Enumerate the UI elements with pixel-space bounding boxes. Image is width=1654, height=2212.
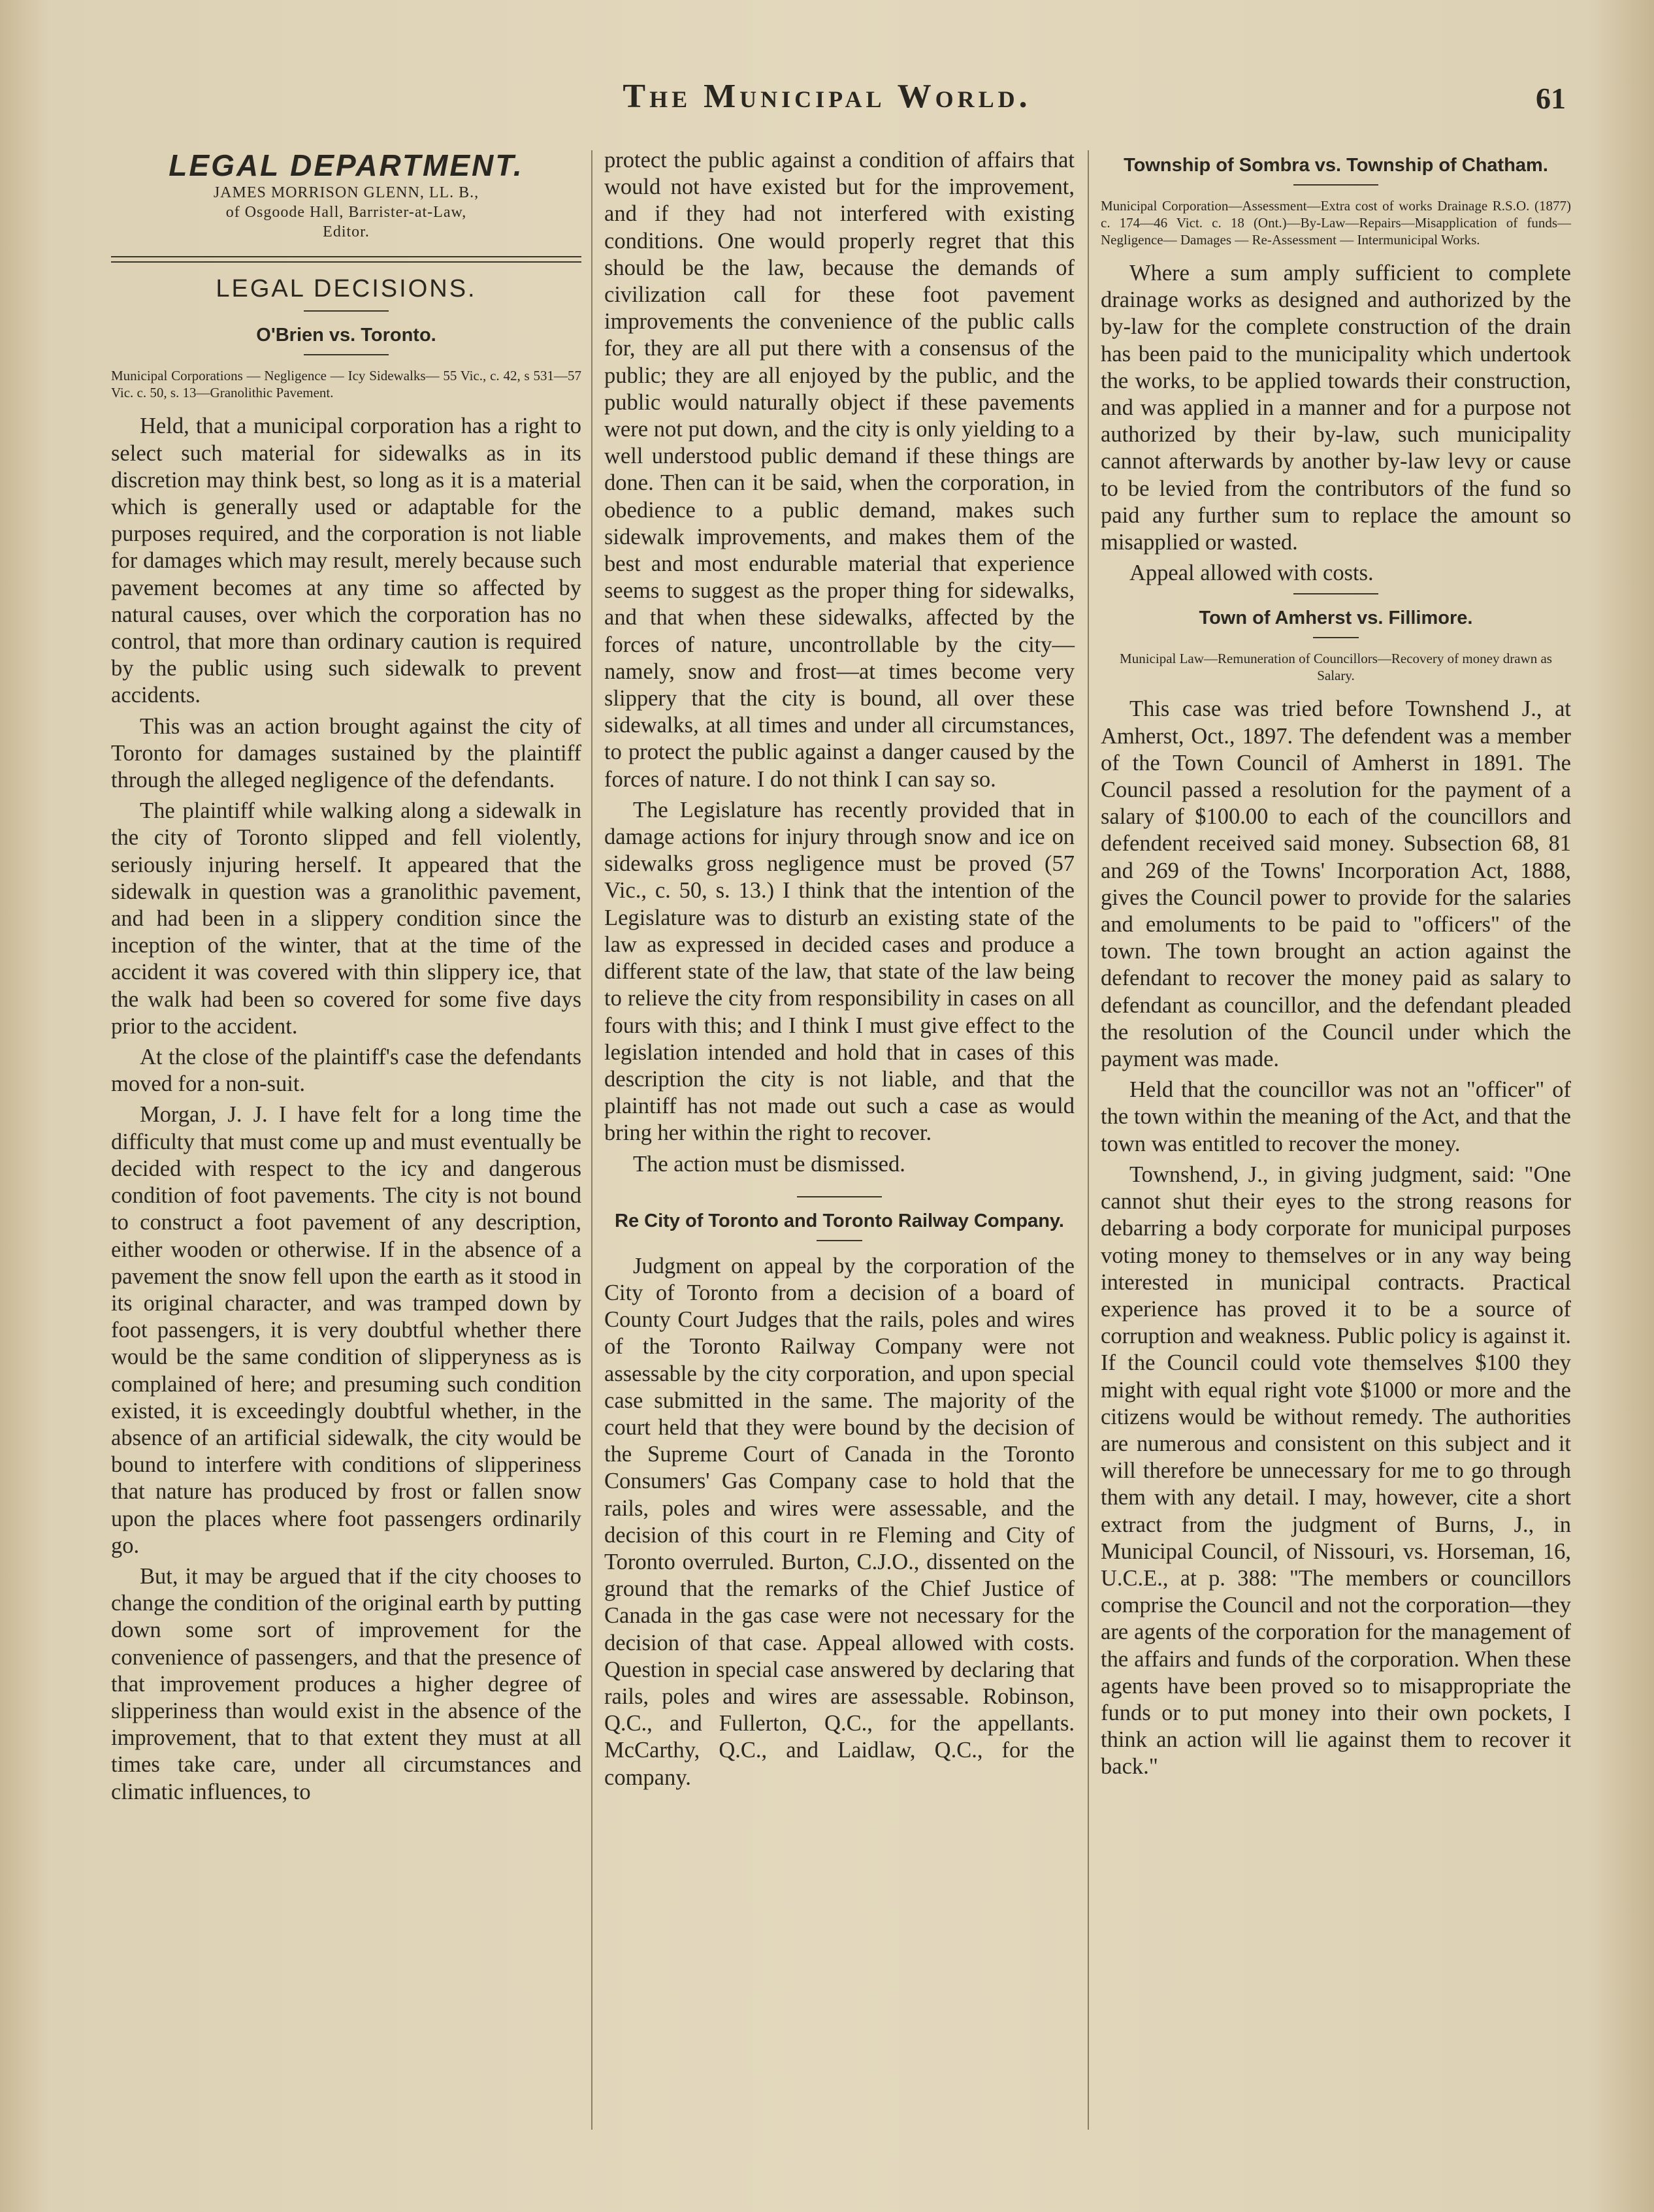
short-rule [304,354,389,355]
case-headnote-amherst: Municipal Law—Remuneration of Councillors—Recovery of money drawn as Salary. [1120,651,1552,684]
editor-role: Editor. [323,223,370,241]
paragraph: Where a sum amply sufficient to complete drainage works as designed and authorized by the by-law for the complete construction of the drain has been paid to the municipality which undertook the works, to be applied towards their construction, and was applied in a manner and for a purpose not authorized by their by-law, such municipality cannot afterwards by another by-law levy or cause to be levied from the contributors of the fund so paid any further sum to replace the amount so misapplied or wasted. [1101,261,1571,555]
paragraph: Appeal allowed with costs. [1129,561,1374,586]
paragraph: At the close of the plaintiff's case the defendants moved for a non-suit. [111,1045,581,1097]
paragraph: Held that the councillor was not an "officer" of the town within the meaning of the Act, and that the town was entitled to recover the money. [1101,1077,1571,1156]
paragraph: Judgment on appeal by the corporation of the City of Toronto from a decision of a board of County Court Judges that the rails, poles and wires of the Toronto Railway Company were not assessable by the city corporation, and upon special case submitted in the same. The majority of the court held that they were bound by the decision of the Supreme Court of Canada in the Toronto Consumers' Gas Company case to hold that the rails, poles and wires were assessable, and the decision of this court in re Fleming and City of Toronto overruled. Burton, C.J.O., dissented on the ground that the remarks of the Chief Justice of Canada in the gas case were not necessary for the decision of that case. Appeal allowed with costs. Question in special case answered by declaring that rails, poles and wires are assessable. Robinson, Q.C., and Fullerton, Q.C., for the appellants. McCarthy, Q.C., and Laidlaw, Q.C., for the company. [604,1253,1075,1790]
column-2 [604,147,1075,1795]
case-headnote-obrien: Municipal Corporations — Negligence — Icy Sidewalks— 55 Vic., c. 42, s 531—57 Vic. c. 50, s. 13—Granolithic Pavement. [111,368,581,401]
paragraph: But, it may be argued that if the city chooses to change the condition of the original earth by putting down some sort of improvement for the convenience of passengers, and that the presence of that improvement produces a higher degree of slipperiness than would exist in the absence of the improvement, that to that extent they must at all times take care, under all circumstances and climatic influences, to [111,1563,581,1804]
editor-name: JAMES MORRISON GLENN, LL. B., [213,184,479,202]
case-title-toronto-railway: Re City of Toronto and Toronto Railway Company. [615,1210,1064,1231]
case-title-amherst: Town of Amherst vs. Fillimore. [1199,608,1473,629]
paragraph: This case was tried before Townshend J., at Amherst, Oct., 1897. The defendent was a member of the Town Council of Amherst in 1891. The Council passed a resolution for the payment of a salary of $100.00 to each of the councillors and defendent received said money. Subsection 68, 81 and 269 of the Towns' Incorporation Act, 1888, gives the Council power to provide for the salaries and emoluments to be paid to "officers" of the town. The town brought an action against the defendant to recover the money paid as salary to defendant as councillor, and the defendant pleaded the resolution of the Council under which the payment was made. [1101,696,1571,1072]
section-title: LEGAL DECISIONS. [216,275,477,303]
paragraph: The action must be dismissed. [633,1151,905,1177]
paragraph: Townshend, J., in giving judgment, said: "One cannot shut their eyes to the strong reasons for debarring a body corporate for municipal purposes voting money to themselves or in any way being interested in municipal contracts. Practical experience has proved it to be a source of corruption and weakness. Public policy is against it. If the Council could vote themselves $100 they might with equal right vote $1000 or more and the citizens would be without remedy. The authorities are numerous and consistent on this subject and it will therefore be unnecessary for me to go through them with any detail. I may, however, cite a short extract from the judgment of Burns, J., in Municipal Council, of Nissouri, vs. Horseman, 16, U.C.E., at p. 388: "The members or councillors comprise the Council and not the corporation—they are agents of the corporation for the management of the affairs and funds of the corporation. When these agents have been proved so to misappropriate the funds or to put money into their own pockets, I think an action will lie against them to recover it back." [1101,1162,1571,1780]
double-rule [111,256,581,263]
paragraph: The Legislature has recently provided that in damage actions for injury through snow and ice on sidewalks gross negligence must be proved (57 Vic., c. 50, s. 13.) I think that the intention of the Legislature was to disturb an existing state of the law as expressed in decided cases and produce a different state of the law, that state of the law being to relieve the city from responsibility in cases on all fours with this; and I think I must give effect to the legislation intended and hold that in cases of this description the city is not liable, and that the plaintiff has not made out such a case as would bring her within the right to recover. [604,797,1075,1146]
column-divider [591,150,592,2130]
page-header [0,77,1654,129]
editor-affiliation: of Osgoode Hall, Barrister-at-Law, [225,204,467,221]
short-rule [1293,593,1378,594]
paragraph: The plaintiff while walking along a sidewalk in the city of Toronto slipped and fell violently, seriously injuring herself. It appeared that the sidewalk in question was a granolithic pavement, and had been in a slippery condition since the inception of the winter, that at the time of the accident it was covered with thin slippery ice, that the walk had been so covered for some five days prior to the accident. [111,798,581,1039]
short-rule [1293,184,1378,186]
case-title-obrien: O'Brien vs. Toronto. [256,325,436,346]
case-title-sombra: Township of Sombra vs. Township of Chatham. [1124,155,1548,176]
paragraph: Morgan, J. J. I have felt for a long time the difficulty that must come up and must eventually be decided with respect to the icy and dangerous condition of foot pavements. The city is not bound to construct a foot pavement of any description, either wooden or otherwise. If in the absence of a pavement the snow fell upon the earth as it stood in its original character, and was tramped down by foot passengers, it is very doubtful whether there would be the same condition of slipperyness as is complained of here; and presuming such condition existed, it is exceedingly doubtful whether, in the absence of an artificial sidewalk, the city would be bound to interfere with conditions of slipperiness that nature has produced by frost or fallen snow upon the places where foot passengers ordinarily go. [111,1102,581,1558]
paragraph: Held, that a municipal corporation has a right to select such material for sidewalks as in its discretion may think best, so long as it is a material which is generally used or adaptable for the purposes required, and the corporation is not liable for damages which may result, merely because such pavement becomes at any time so affected by natural causes, over which the corporation has no control, that more than ordinary caution is required by the public using such sidewalk to prevent accidents. [111,414,581,708]
masthead: The Municipal World. [623,78,1031,115]
short-rule [1313,637,1359,638]
paragraph: This was an action brought against the city of Toronto for damages sustained by the plaintiff through the alleged negligence of the defendants. [111,713,581,793]
page-number: 61 [1536,82,1566,115]
short-rule [797,1196,882,1197]
paragraph: protect the public against a condition of affairs that would not have existed but for the improvement, and if they had not interfered with existing conditions. One would properly regret that this should be the law, because the demands of civilization call for these foot pavement improvements the convenience of the public calls for, they are all put there with a consensus of the public; they are all enjoyed by the public, and the public would naturally object if these pavements were not put down, and the city is only yielding to a well understood public demand if these things are done. Then can it be said, when the corporation, in obedience to a public demand, makes such sidewalk improvements, and makes them of the best and most endurable material that experience seems to suggest as the proper thing for sidewalks, and that when these sidewalks, affected by the forces of nature, uncontrollable by the city—namely, snow and frost—at times become very slippery that the city is bound, all over these sidewalks, at all times and under all circumstances, to protect the public against a danger caused by the forces of nature. I do not think I can say so. [604,148,1075,792]
column-divider [1088,150,1089,2130]
case-headnote-sombra: Municipal Corporation—Assessment—Extra cost of works Drainage R.S.O. (1877) c. 174—46 Vict. c. 18 (Ont.)—By-Law—Repairs—Misapplication of funds—Negligence— Damages — Re-Assessment — Intermunicipal Works. [1101,198,1571,248]
department-title: LEGAL DEPARTMENT. [169,148,524,182]
column-1 [111,147,581,1810]
column-3 [1101,147,1571,1785]
short-rule [304,310,389,312]
short-rule [817,1240,862,1241]
